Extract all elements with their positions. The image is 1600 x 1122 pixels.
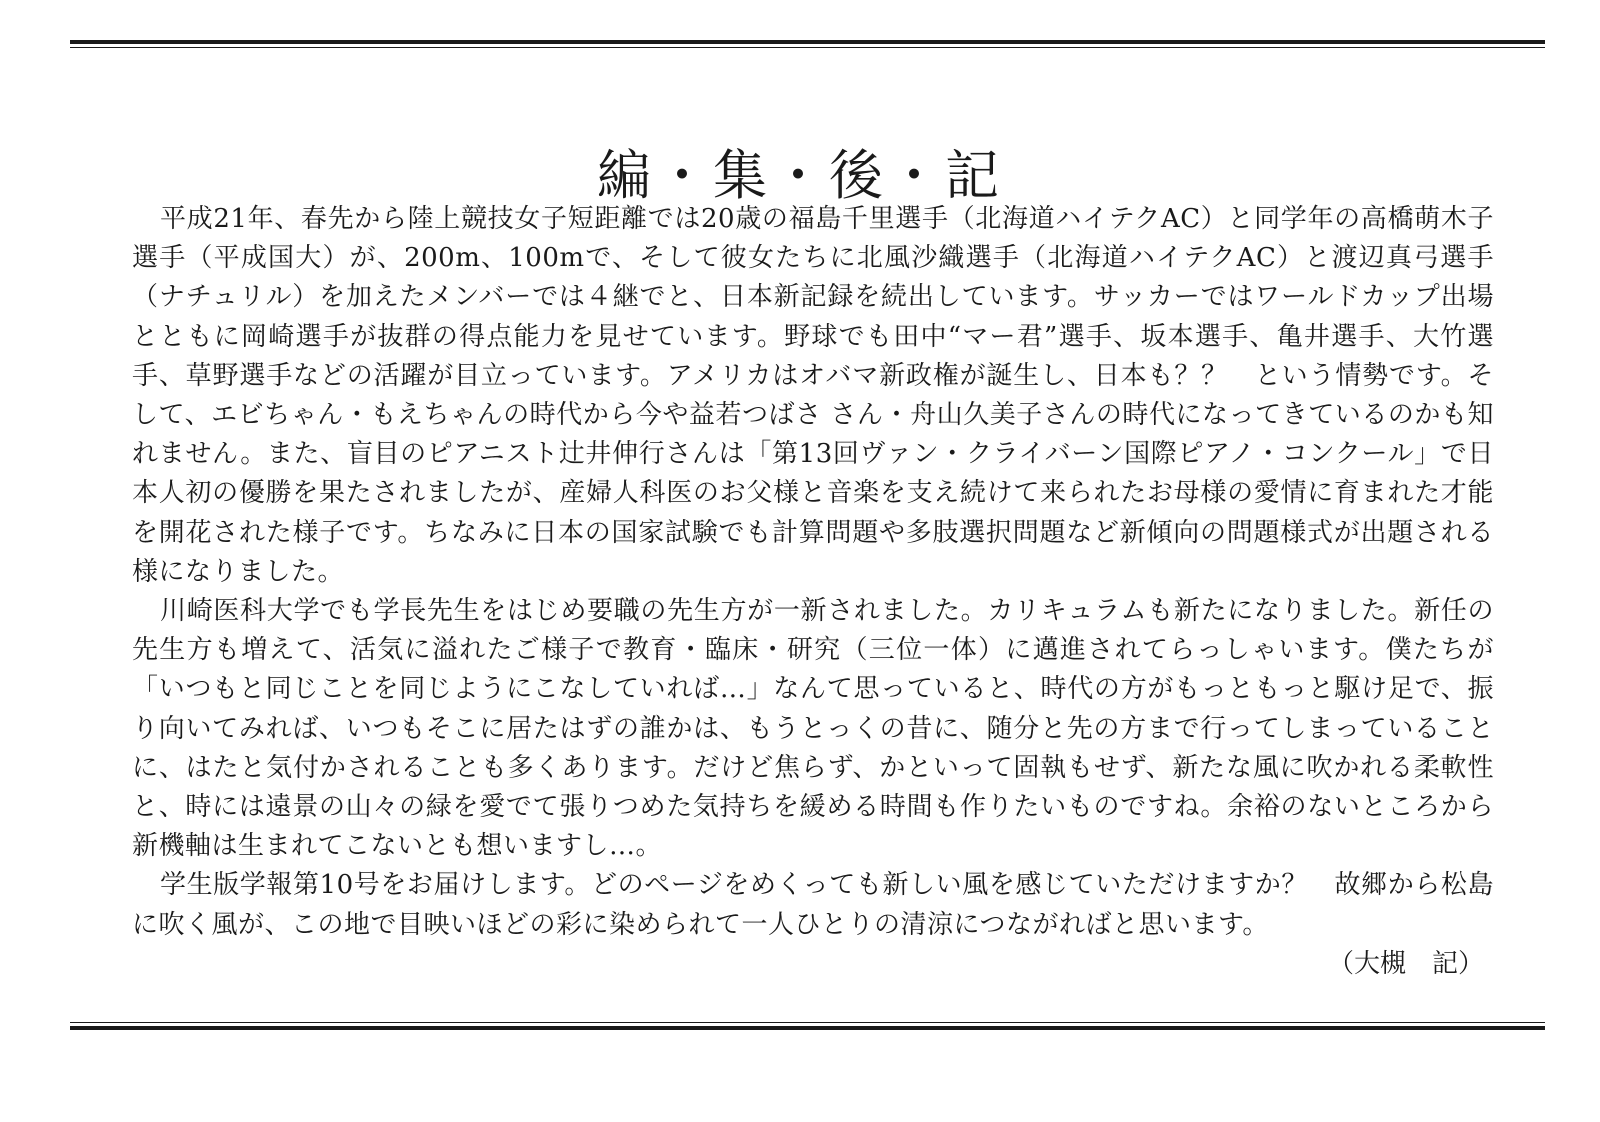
top-rule-thin-line	[70, 47, 1545, 48]
article-body	[132, 200, 1494, 984]
bottom-rule-thick-line	[70, 1026, 1545, 1030]
paragraph-closing: 学生版学報第10号をお届けします。どのページをめくっても新しい風を感じていただけますか？ 故郷から松島に吹く風が、この地で目映いほどの彩に染められて一人ひとりの清涼につながればと思います。	[132, 870, 1494, 940]
top-rule-thick-line	[70, 40, 1545, 44]
page-title: 編・集・後・記	[597, 144, 1003, 208]
bottom-double-rule	[70, 1022, 1545, 1030]
top-double-rule	[70, 40, 1545, 48]
author-signature: （大槻 記）	[1327, 948, 1484, 979]
bottom-rule-thin-line	[70, 1022, 1545, 1023]
paragraph-sports-news: 平成21年、春先から陸上競技女子短距離では20歳の福島千里選手（北海道ハイテクAC）と同学年の高橋萌木子選手（平成国大）が、200m、100mで、そして彼女たちに北風沙織選手（北海道ハイテクAC）と渡辺真弓選手（ナチュリル）を加えたメンバーでは４継でと、日本新記録を続出しています。サッカーではワールドカップ出場とともに岡崎選手が抜群の得点能力を見せています。野球でも田中“マー君”選手、坂本選手、亀井選手、大竹選手、草野選手などの活躍が目立っています。アメリカはオバマ新政権が誕生し、日本も？？ という情勢です。そして、エビちゃん・もえちゃんの時代から今や益若つばさ さん・舟山久美子さんの時代になってきているのかも知れません。また、盲目のピアニスト辻井伸行さんは「第13回ヴァン・クライバーン国際ピアノ・コンクール」で日本人初の優勝を果たされましたが、産婦人科医のお父様と音楽を支え続けて来られたお母様の愛情に育まれた才能を開花された様子です。ちなみに日本の国家試験でも計算問題や多肢選択問題など新傾向の問題様式が出題される様になりました。	[132, 204, 1494, 587]
paragraph-university-news: 川崎医科大学でも学長先生をはじめ要職の先生方が一新されました。カリキュラムも新たになりました。新任の先生方も増えて、活気に溢れたご様子で教育・臨床・研究（三位一体）に邁進されてらっしゃいます。僕たちが「いつもと同じことを同じようにこなしていれば…」なんて思っていると、時代の方がもっともっと駆け足で、振り向いてみれば、いつもそこに居たはずの誰かは、もうとっくの昔に、随分と先の方まで行ってしまっていることに、はたと気付かされることも多くあります。だけど焦らず、かといって固執もせず、新たな風に吹かれる柔軟性と、時には遠景の山々の緑を愛でて張りつめた気持ちを緩める時間も作りたいものですね。余裕のないところから新機軸は生まれてこないとも想いますし…。	[132, 596, 1494, 862]
